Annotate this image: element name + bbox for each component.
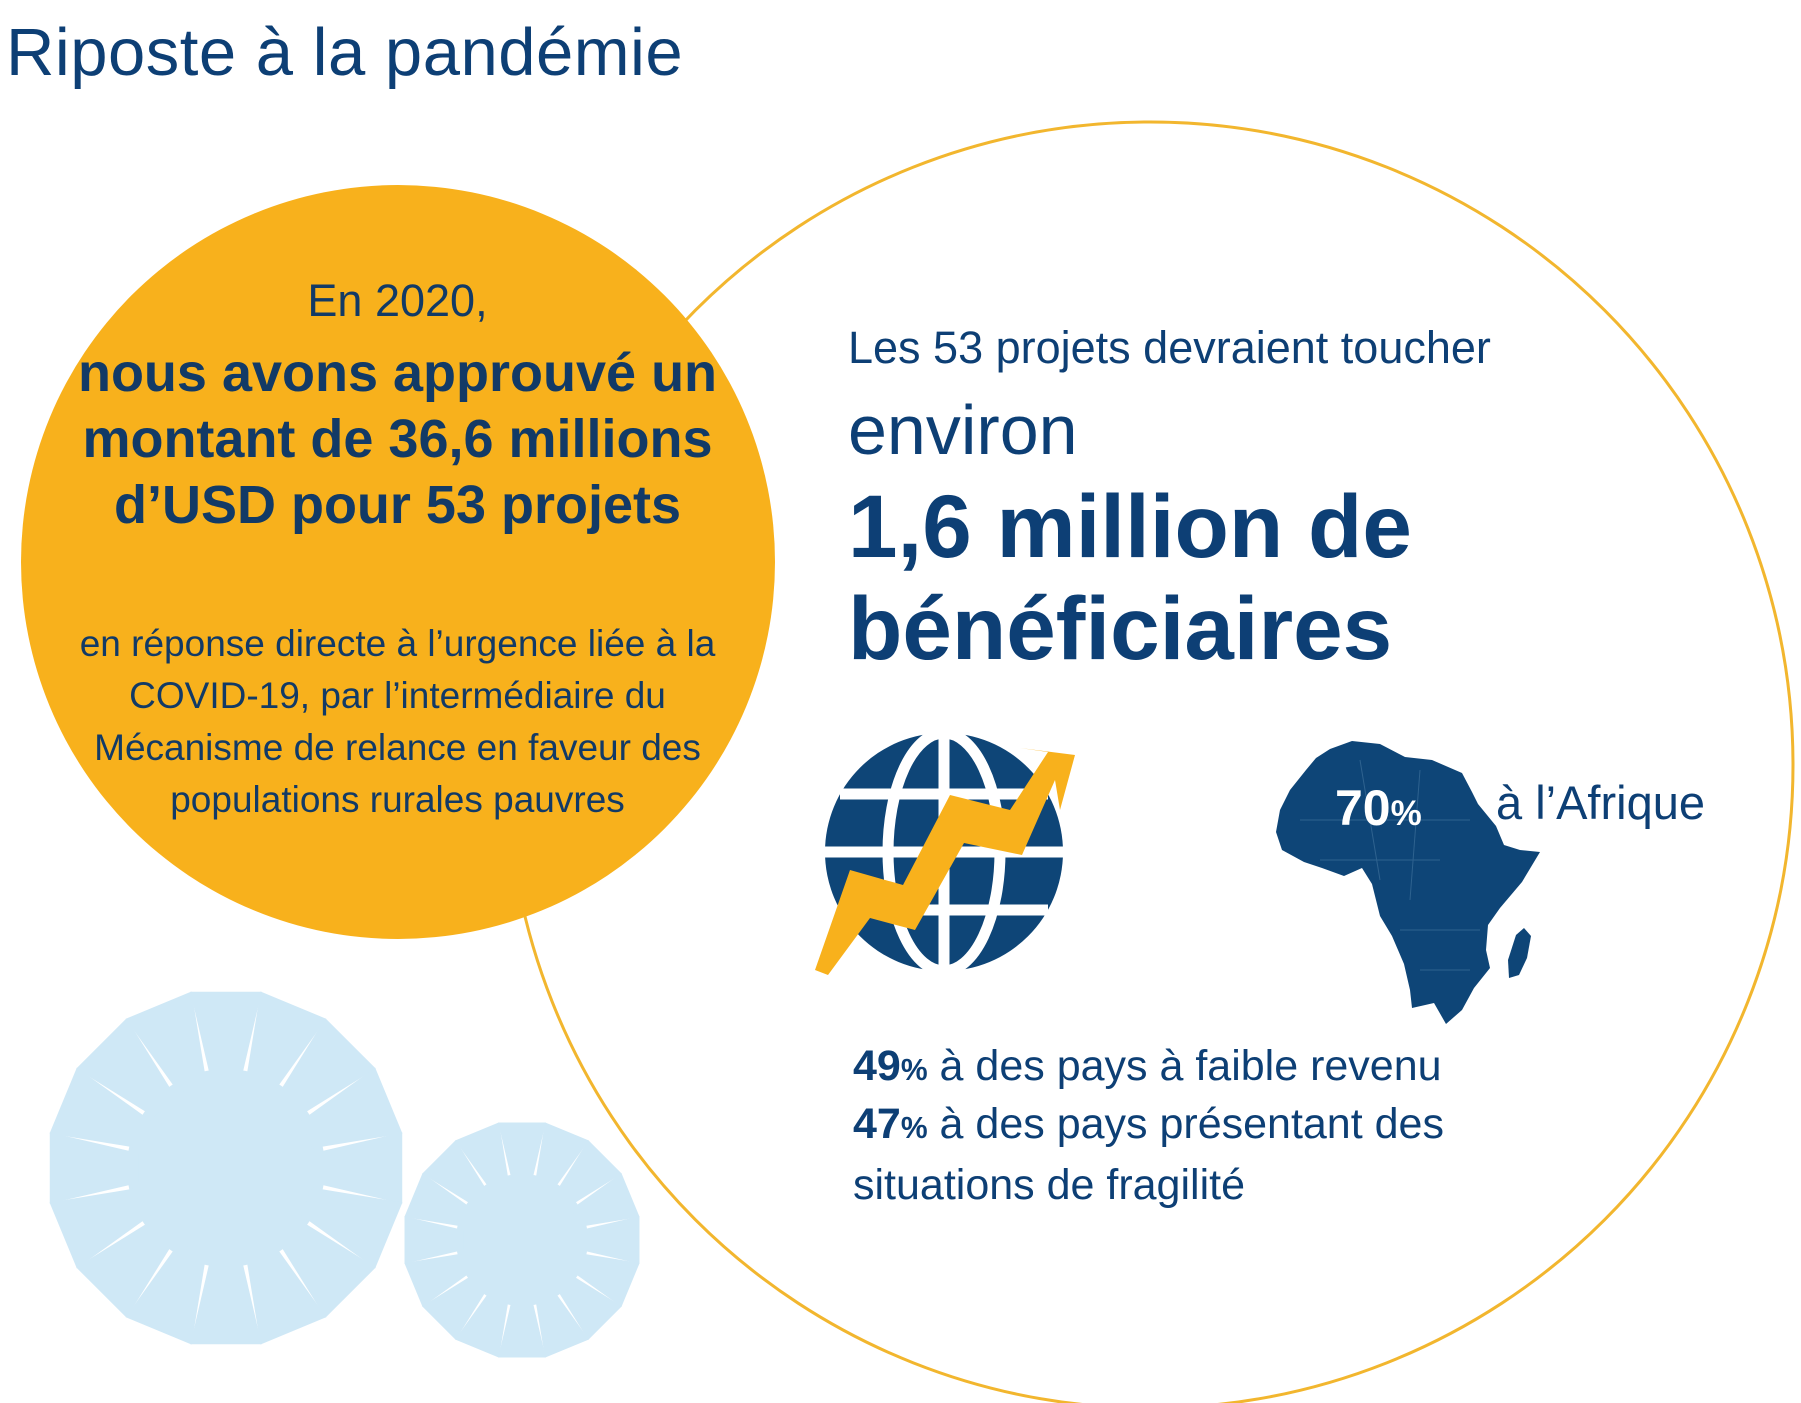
- stat-unit: %: [900, 1112, 928, 1145]
- stat-fragile: [853, 1096, 1553, 1213]
- approx-text: environ: [848, 391, 1078, 469]
- beneficiaries-text: 1,6 million de bénéficiaires: [848, 476, 1412, 678]
- africa-percentage: [1335, 779, 1422, 837]
- africa-unit: %: [1390, 794, 1422, 833]
- intro-text: En 2020,: [307, 275, 488, 326]
- africa-number: 70: [1335, 780, 1391, 836]
- madagascar-icon: [1508, 928, 1531, 978]
- africa-label: à l’Afrique: [1496, 776, 1705, 829]
- headline-text: nous avons approuvé un montant de 36,6 millions d’USD pour 53 projets: [77, 343, 718, 535]
- stat-unit: %: [900, 1054, 928, 1087]
- covid-response-text: en réponse directe à l’urgence liée à la COVID-19, par l’intermédiaire du Mécanisme de relance en faveur des populations rurales pauvres: [79, 623, 716, 820]
- stat-number: 47: [853, 1100, 901, 1148]
- page-title: Riposte à la pandémie: [6, 15, 684, 90]
- beneficiaries-count: [848, 475, 1548, 679]
- stat-text: à des pays présentant des situations de fragilité: [853, 1100, 1444, 1209]
- projects-lead-text: Les 53 projets devraient toucher: [848, 322, 1491, 373]
- stat-low-income: [853, 1038, 1442, 1099]
- virus-icon-small: [404, 1122, 639, 1357]
- stat-text: à des pays à faible revenu: [927, 1042, 1442, 1090]
- stat-number: 49: [853, 1042, 901, 1090]
- virus-icon-large: [50, 992, 403, 1345]
